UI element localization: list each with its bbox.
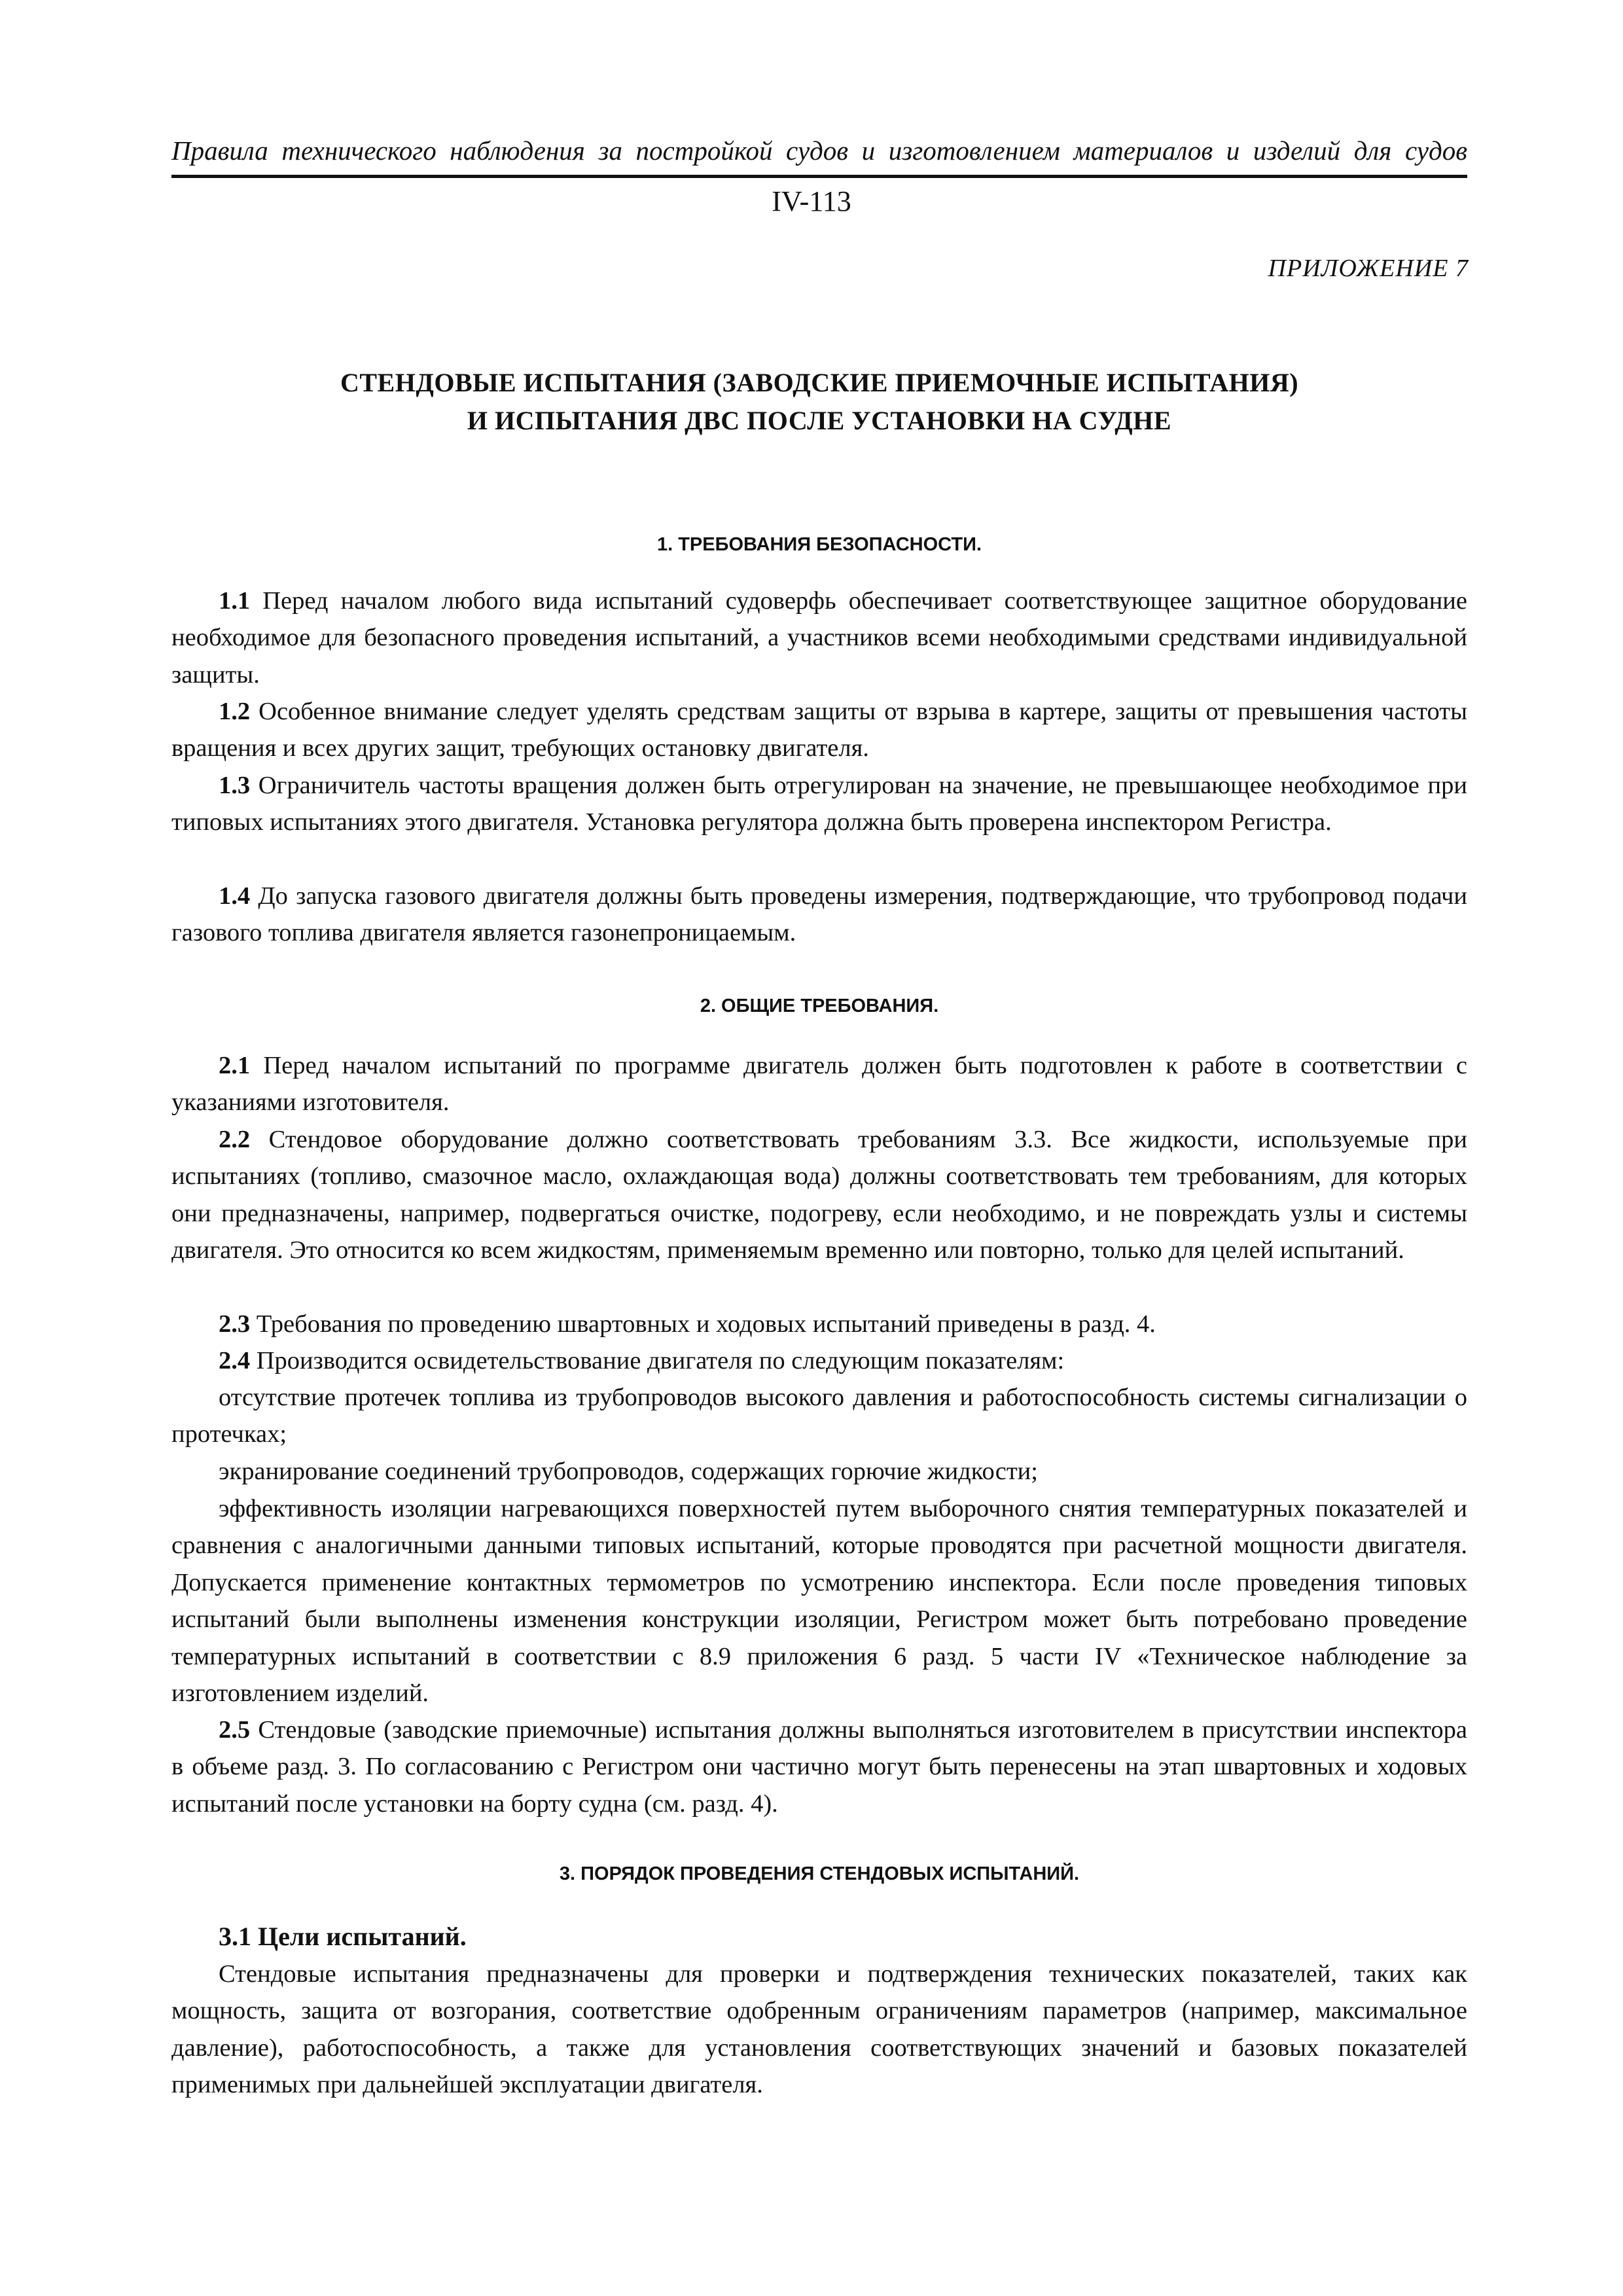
paragraph-number: 2.4	[219, 1347, 251, 1374]
paragraph-number: 2.2	[219, 1126, 251, 1153]
paragraph-number: 1.4	[219, 882, 251, 910]
paragraph-2-1	[171, 1047, 1467, 1121]
paragraph-3-1: Стендовые испытания предназначены для проверки и подтверждения технических показателей, таких как мощность, защита от возгорания, соответствие одобренным ограничениям параметров (например, максимальное давление), работоспособность, а также для установления соответствующих значений и базовых показателей применимых при дальнейшей эксплуатации двигателя.	[171, 1960, 1467, 2099]
paragraph-number: 1.1	[219, 587, 251, 615]
paragraph-2-5	[171, 1712, 1467, 1822]
title-line-2: И ИСПЫТАНИЯ ДВС ПОСЛЕ УСТАНОВКИ НА СУДНЕ	[467, 406, 1172, 435]
paragraph-1-1	[171, 583, 1467, 693]
title-line-1: СТЕНДОВЫЕ ИСПЫТАНИЯ (ЗАВОДСКИЕ ПРИЕМОЧНЫЕ ИСПЫТАНИЯ)	[340, 368, 1299, 397]
paragraph-text: Производится освидетельствование двигателя по следующим показателям:	[256, 1347, 1065, 1374]
paragraph-number: 2.5	[219, 1716, 251, 1744]
list-item: эффективность изоляции нагревающихся поверхностей путем выборочного снятия температурных показателей и сравнения с аналогичными данными типовых испытаний, которые проводятся при расчетной мощности двигателя. Допускается применение контактных термометров по усмотрению инспектора. Если после проведения типовых испытаний были выполнены изменения конструкции изоляции, Регистром может быть потребовано проведение температурных испытаний в соответствии с 8.9 приложения 6 разд. 5 части IV «Техническое наблюдение за изготовлением изделий.	[171, 1495, 1467, 1708]
paragraph-number: 2.3	[219, 1310, 251, 1338]
list-item: отсутствие протечек топлива из трубопроводов высокого давления и работоспособность системы сигнализации о протечках;	[171, 1384, 1467, 1448]
paragraph-number: 1.3	[219, 772, 251, 799]
paragraph-text: Перед началом любого вида испытаний судоверфь обеспечивает соответствующее защитное оборудование необходимое для безопасного проведения испытаний, а участников всеми необходимыми средствами индивидуальной защиты.	[171, 587, 1467, 689]
section-3-heading: 3. ПОРЯДОК ПРОВЕДЕНИЯ СТЕНДОВЫХ ИСПЫТАНИЙ.	[559, 1863, 1080, 1884]
paragraph-text: Перед началом испытаний по программе двигатель должен быть подготовлен к работе в соответствии с указаниями изготовителя.	[171, 1052, 1467, 1117]
appendix-label: ПРИЛОЖЕНИЕ 7	[1268, 255, 1469, 282]
paragraph-text: Требования по проведению швартовных и ходовых испытаний приведены в разд. 4.	[256, 1310, 1156, 1338]
section-1-heading: 1. ТРЕБОВАНИЯ БЕЗОПАСНОСТИ.	[656, 534, 982, 555]
paragraph-2-3	[171, 1306, 1467, 1342]
running-header: Правила технического наблюдения за постройкой судов и изготовлением материалов и изделий для судов	[171, 135, 1467, 166]
page-number: IV-113	[772, 185, 851, 217]
paragraph-text: Особенное внимание следует уделять средствам защиты от взрыва в картере, защиты от превышения частоты вращения и всех других защит, требующих остановку двигателя.	[171, 698, 1467, 762]
list-item: экранирование соединений трубопроводов, содержащих горючие жидкости;	[219, 1458, 1038, 1485]
paragraph-text: Ограничитель частоты вращения должен быть отрегулирован на значение, не превышающее необходимое при типовых испытаниях этого двигателя. Установка регулятора должна быть проверена инспектором Регистра.	[171, 772, 1467, 836]
header-rule	[171, 175, 1467, 178]
paragraph-1-4	[171, 878, 1467, 952]
paragraph-2-2	[171, 1121, 1467, 1269]
paragraph-text: Стендовое оборудование должно соответствовать требованиям 3.3. Все жидкости, используемые при испытаниях (топливо, смазочное масло, охлаждающая вода) должны соответствовать тем требованиям, для которых они предназначены, например, подвергаться очистке, подогреву, если необходимо, и не повреждать узлы и системы двигателя. Это относится ко всем жидкостям, применяемым временно или повторно, только для целей испытаний.	[171, 1126, 1467, 1265]
section-2-heading: 2. ОБЩИЕ ТРЕБОВАНИЯ.	[700, 996, 939, 1016]
paragraph-number: 1.2	[219, 698, 251, 725]
subsection-3-1-heading: 3.1 Цели испытаний.	[219, 1922, 467, 1951]
document-title	[171, 364, 1467, 440]
paragraph-number: 2.1	[219, 1052, 251, 1079]
paragraph-1-2	[171, 693, 1467, 767]
paragraph-1-3	[171, 767, 1467, 841]
paragraph-text: До запуска газового двигателя должны быть проведены измерения, подтверждающие, что трубопровод подачи газового топлива двигателя является газонепроницаемым.	[171, 882, 1468, 947]
paragraph-2-4	[171, 1342, 1467, 1379]
paragraph-text: Стендовые (заводские приемочные) испытания должны выполняться изготовителем в присутствии инспектора в объеме разд. 3. По согласованию с Регистром они частично могут быть перенесены на этап швартовных и ходовых испытаний после установки на борту судна (см. разд. 4).	[171, 1716, 1467, 1818]
